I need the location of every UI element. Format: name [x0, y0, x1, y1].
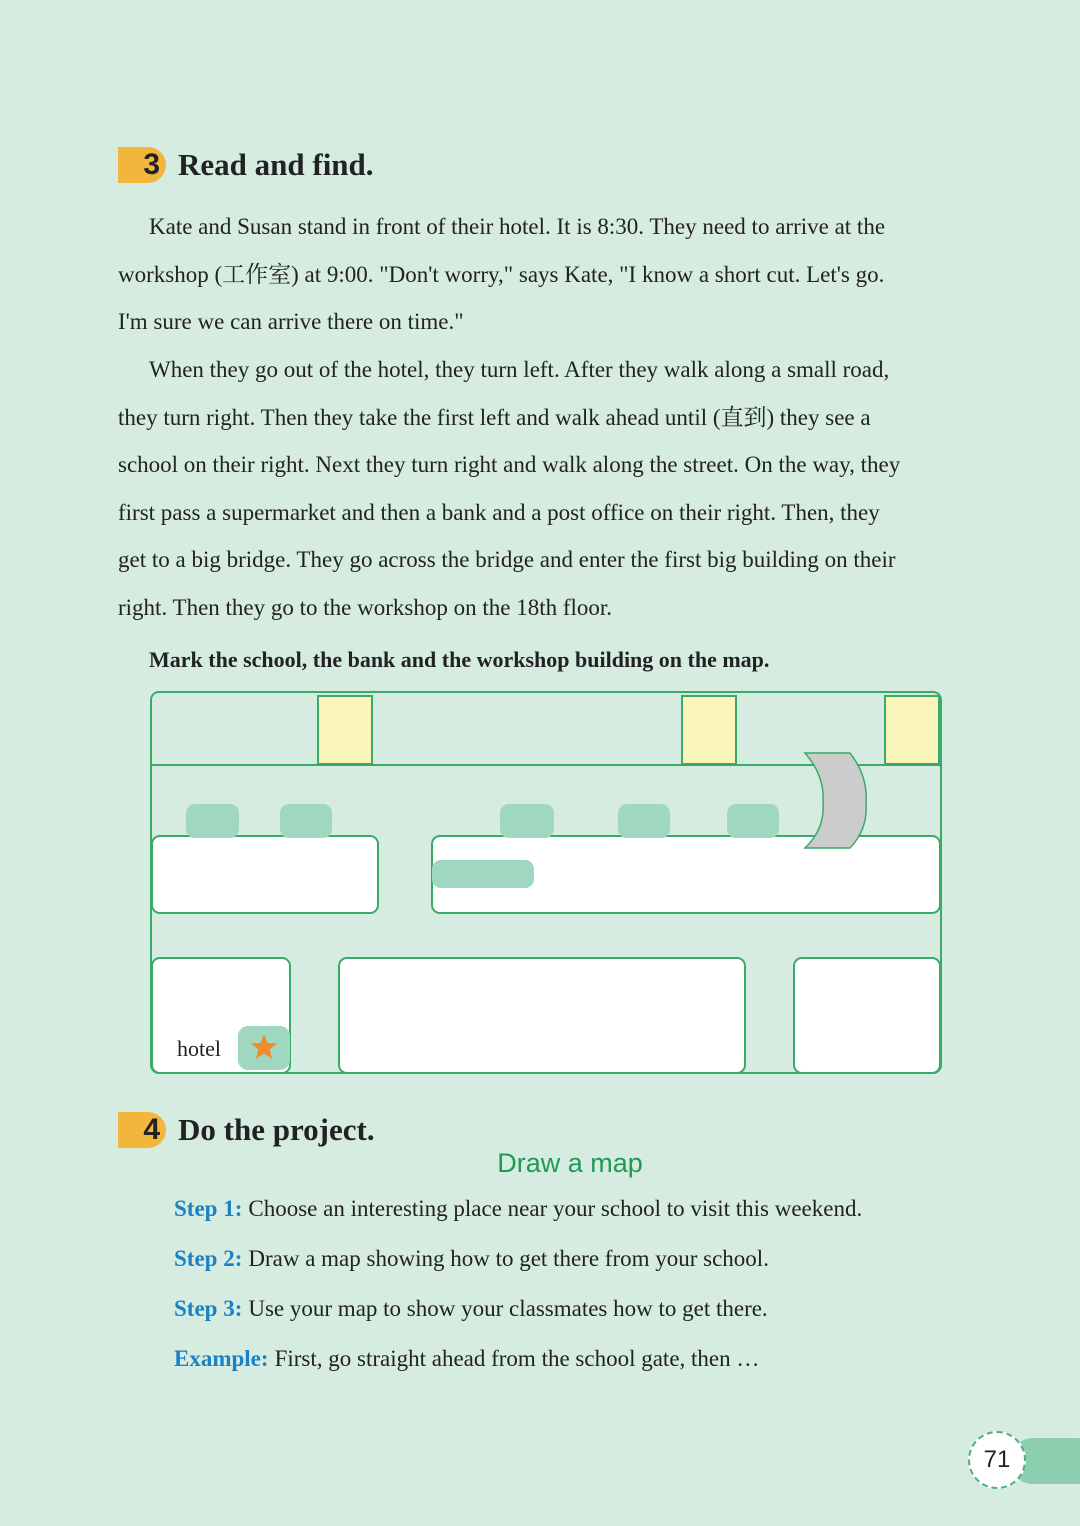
paragraph-2-line-2: they turn right. Then they take the first left and walk ahead until (直到) they see a [118, 404, 871, 430]
step-1-text: Choose an interesting place near your school to visit this weekend. [248, 1196, 863, 1221]
section-4-header [118, 1110, 375, 1150]
street-map [150, 691, 942, 1076]
section-3-title: Read and find. [178, 147, 374, 182]
paragraph-1-line-1: Kate and Susan stand in front of their hotel. It is 8:30. They need to arrive at the [149, 214, 886, 239]
project-step-1 [174, 1196, 862, 1222]
section-4-number-badge: 4 [118, 1112, 166, 1148]
page-number: 71 [968, 1431, 1026, 1489]
paragraph-1-line-3: I'm sure we can arrive there on time." [118, 309, 464, 335]
section-3-number-badge: 3 [118, 147, 166, 183]
map-car-1 [186, 804, 239, 838]
bottom-block-middle[interactable] [339, 958, 745, 1073]
step-3-text: Use your map to show your classmates how to get there. [248, 1296, 768, 1321]
story-paragraph-2 [118, 346, 968, 632]
map-sign-3[interactable] [885, 696, 939, 764]
bridge-shape [805, 753, 866, 848]
step-3-label: Step 3: [174, 1296, 243, 1321]
bottom-block-right[interactable] [794, 958, 940, 1073]
paragraph-2-line-5: get to a big bridge. They go across the bridge and enter the first big building on their [118, 547, 896, 573]
story-paragraph-1 [118, 203, 968, 346]
paragraph-1-line-2: workshop (工作室) at 9:00. "Don't worry," says Kate, "I know a short cut. Let's go. [118, 261, 885, 287]
map-sign-1[interactable] [318, 696, 372, 764]
paragraph-2-line-1: When they go out of the hotel, they turn left. After they walk along a small road, [149, 357, 890, 382]
step-1-label: Step 1: [174, 1196, 243, 1221]
map-bus [432, 860, 534, 888]
map-car-3 [500, 804, 554, 838]
example-text: First, go straight ahead from the school gate, then … [274, 1346, 760, 1371]
paragraph-2-line-4: first pass a supermarket and then a bank and a post office on their right. Then, they [118, 499, 880, 525]
project-step-2 [174, 1246, 769, 1272]
map-sign-2[interactable] [682, 696, 736, 764]
map-car-2 [280, 804, 332, 838]
paragraph-2-line-6: right. Then they go to the workshop on the 18th floor. [118, 594, 613, 620]
project-example [174, 1346, 759, 1372]
middle-block-left[interactable] [152, 836, 378, 913]
section-3-header [118, 145, 374, 185]
step-2-label: Step 2: [174, 1246, 243, 1271]
project-step-3 [174, 1296, 768, 1322]
map-instruction: Mark the school, the bank and the workshop building on the map. [149, 647, 770, 672]
hotel-label: hotel [177, 1036, 221, 1061]
example-label: Example: [174, 1346, 269, 1371]
project-subtitle: Draw a map [497, 1148, 643, 1178]
section-4-title: Do the project. [178, 1112, 375, 1147]
map-car-5 [727, 804, 779, 838]
paragraph-2-line-3: school on their right. Next they turn right and walk along the street. On the way, they [118, 452, 901, 478]
map-car-4 [618, 804, 670, 838]
step-2-text: Draw a map showing how to get there from your school. [248, 1246, 769, 1271]
